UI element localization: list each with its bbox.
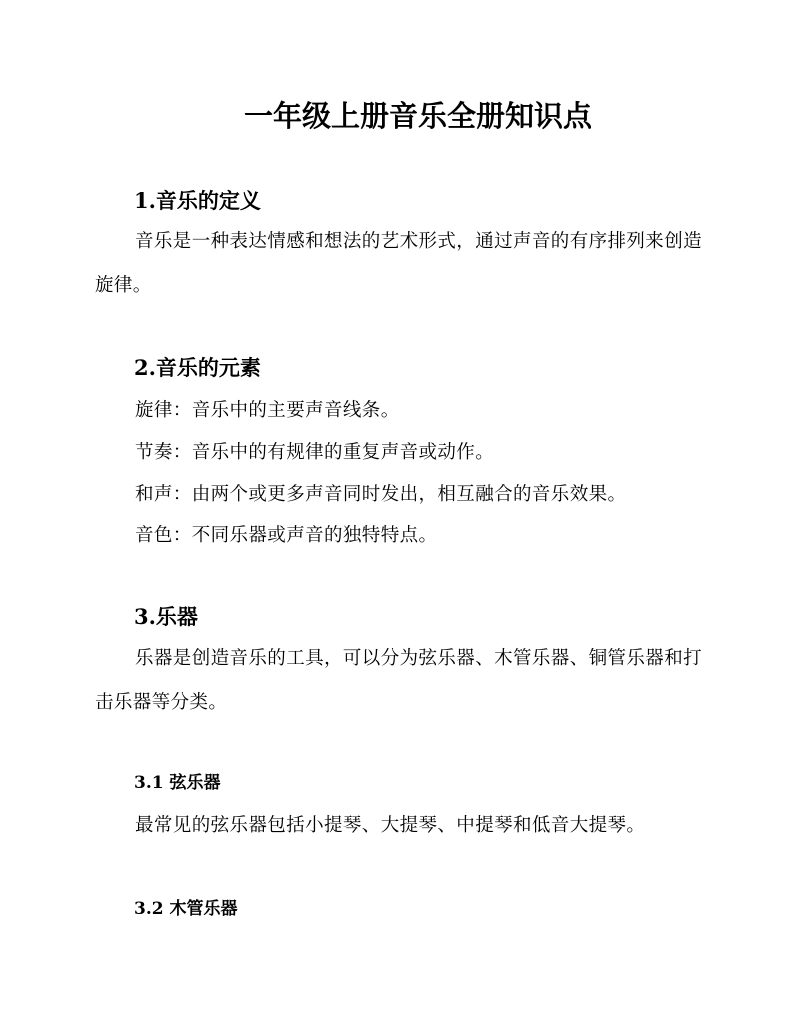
list-item-timbre: 音色：不同乐器或声音的独特特点。 (135, 525, 438, 546)
section-paragraph-definition: 音乐是一种表达情感和想法的艺术形式，通过声音的有序排列来创造旋律。 (95, 231, 703, 296)
subsection-heading-woodwinds: 3.2 木管乐器 (134, 899, 238, 919)
section-heading-instruments: 3.乐器 (134, 604, 198, 629)
subsection-text-strings: 最常见的弦乐器包括小提琴、大提琴、中提琴和低音大提琴。 (135, 815, 646, 836)
section-heading-definition: 1.音乐的定义 (134, 188, 261, 213)
list-item-rhythm: 节奏：音乐中的有规律的重复声音或动作。 (135, 442, 495, 463)
section-paragraph-instruments: 乐器是创造音乐的工具，可以分为弦乐器、木管乐器、铜管乐器和打击乐器等分类。 (95, 648, 703, 713)
subsection-heading-strings: 3.1 弦乐器 (134, 773, 221, 793)
list-item-harmony: 和声：由两个或更多声音同时发出，相互融合的音乐效果。 (135, 484, 627, 505)
document-title: 一年级上册音乐全册知识点 (243, 99, 592, 133)
list-item-melody: 旋律：音乐中的主要声音线条。 (135, 400, 400, 421)
section-heading-elements: 2.音乐的元素 (134, 355, 261, 380)
